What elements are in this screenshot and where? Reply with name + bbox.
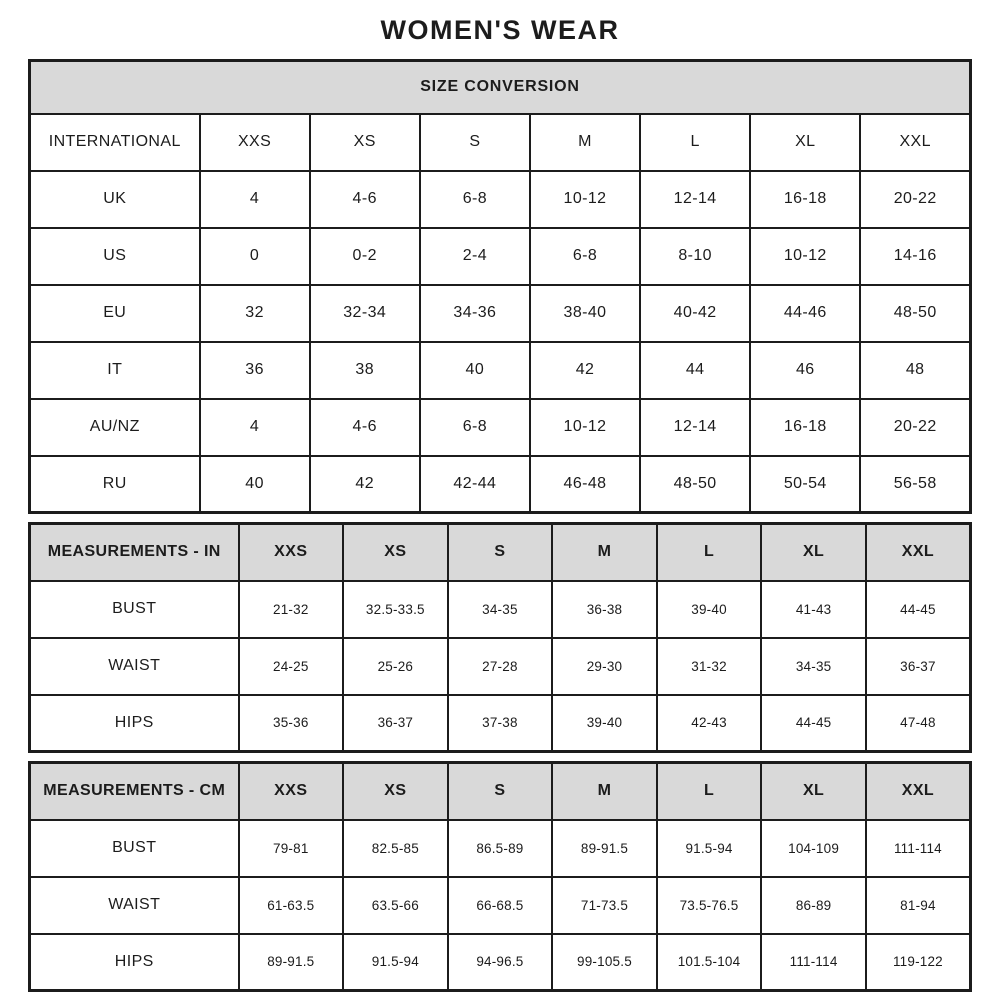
value-cell: 10-12: [530, 399, 640, 456]
table-title: MEASUREMENTS - CM: [30, 763, 239, 820]
size-column-header: XXS: [200, 114, 310, 171]
row-label: RU: [30, 456, 200, 513]
value-cell: 6-8: [420, 399, 530, 456]
value-cell: 111-114: [866, 820, 971, 877]
value-cell: 79-81: [239, 820, 344, 877]
row-label: WAIST: [30, 638, 239, 695]
size-column-header: L: [657, 763, 762, 820]
value-cell: 46: [750, 342, 860, 399]
table-title: MEASUREMENTS - IN: [30, 524, 239, 581]
size-column-header: XL: [761, 763, 866, 820]
value-cell: 32.5-33.5: [343, 581, 448, 638]
value-cell: 27-28: [448, 638, 553, 695]
table-row: [30, 934, 971, 991]
value-cell: 32: [200, 285, 310, 342]
column-header-row: [30, 114, 971, 171]
value-cell: 24-25: [239, 638, 344, 695]
value-cell: 12-14: [640, 399, 750, 456]
value-cell: 41-43: [761, 581, 866, 638]
value-cell: 2-4: [420, 228, 530, 285]
value-cell: 12-14: [640, 171, 750, 228]
value-cell: 86-89: [761, 877, 866, 934]
value-cell: 104-109: [761, 820, 866, 877]
value-cell: 94-96.5: [448, 934, 553, 991]
value-cell: 38-40: [530, 285, 640, 342]
table-title: SIZE CONVERSION: [30, 61, 971, 114]
value-cell: 0-2: [310, 228, 420, 285]
value-cell: 82.5-85: [343, 820, 448, 877]
table-row: [30, 820, 971, 877]
value-cell: 29-30: [552, 638, 657, 695]
size-conversion-body: [30, 61, 971, 513]
size-column-header: XS: [343, 524, 448, 581]
value-cell: 48: [860, 342, 970, 399]
value-cell: 119-122: [866, 934, 971, 991]
value-cell: 36: [200, 342, 310, 399]
value-cell: 39-40: [552, 695, 657, 752]
measurements-in-table: [28, 522, 972, 753]
value-cell: 40: [420, 342, 530, 399]
value-cell: 4: [200, 171, 310, 228]
value-cell: 42-44: [420, 456, 530, 513]
value-cell: 86.5-89: [448, 820, 553, 877]
row-label: EU: [30, 285, 200, 342]
row-label: AU/NZ: [30, 399, 200, 456]
value-cell: 50-54: [750, 456, 860, 513]
value-cell: 47-48: [866, 695, 971, 752]
size-column-header: XS: [310, 114, 420, 171]
size-column-header: XXL: [866, 763, 971, 820]
value-cell: 39-40: [657, 581, 762, 638]
value-cell: 34-35: [761, 638, 866, 695]
value-cell: 4-6: [310, 171, 420, 228]
value-cell: 71-73.5: [552, 877, 657, 934]
value-cell: 37-38: [448, 695, 553, 752]
value-cell: 42: [310, 456, 420, 513]
size-column-header: S: [420, 114, 530, 171]
column-header-row: [30, 763, 971, 820]
value-cell: 20-22: [860, 399, 970, 456]
table-title-row: [30, 61, 971, 114]
value-cell: 44-45: [866, 581, 971, 638]
row-label-header: INTERNATIONAL: [30, 114, 200, 171]
value-cell: 63.5-66: [343, 877, 448, 934]
value-cell: 48-50: [640, 456, 750, 513]
row-label: UK: [30, 171, 200, 228]
value-cell: 25-26: [343, 638, 448, 695]
value-cell: 32-34: [310, 285, 420, 342]
size-column-header: L: [640, 114, 750, 171]
value-cell: 73.5-76.5: [657, 877, 762, 934]
value-cell: 34-36: [420, 285, 530, 342]
measurements-cm-table: [28, 761, 972, 992]
row-label: WAIST: [30, 877, 239, 934]
value-cell: 6-8: [420, 171, 530, 228]
value-cell: 4: [200, 399, 310, 456]
row-label: BUST: [30, 581, 239, 638]
value-cell: 44: [640, 342, 750, 399]
table-row: [30, 877, 971, 934]
value-cell: 42-43: [657, 695, 762, 752]
table-row: [30, 638, 971, 695]
value-cell: 20-22: [860, 171, 970, 228]
value-cell: 34-35: [448, 581, 553, 638]
value-cell: 101.5-104: [657, 934, 762, 991]
column-header-row: [30, 524, 971, 581]
value-cell: 46-48: [530, 456, 640, 513]
value-cell: 89-91.5: [552, 820, 657, 877]
value-cell: 10-12: [750, 228, 860, 285]
value-cell: 99-105.5: [552, 934, 657, 991]
size-column-header: S: [448, 763, 553, 820]
size-column-header: XXS: [239, 763, 344, 820]
size-column-header: XS: [343, 763, 448, 820]
value-cell: 8-10: [640, 228, 750, 285]
value-cell: 4-6: [310, 399, 420, 456]
value-cell: 6-8: [530, 228, 640, 285]
value-cell: 44-45: [761, 695, 866, 752]
row-label: US: [30, 228, 200, 285]
value-cell: 31-32: [657, 638, 762, 695]
size-column-header: XXS: [239, 524, 344, 581]
value-cell: 91.5-94: [657, 820, 762, 877]
value-cell: 40-42: [640, 285, 750, 342]
value-cell: 66-68.5: [448, 877, 553, 934]
table-row: [30, 171, 971, 228]
value-cell: 81-94: [866, 877, 971, 934]
table-row: [30, 456, 971, 513]
size-column-header: L: [657, 524, 762, 581]
size-column-header: M: [530, 114, 640, 171]
value-cell: 36-38: [552, 581, 657, 638]
table-row: [30, 342, 971, 399]
value-cell: 44-46: [750, 285, 860, 342]
value-cell: 89-91.5: [239, 934, 344, 991]
size-column-header: M: [552, 524, 657, 581]
table-row: [30, 581, 971, 638]
size-column-header: XL: [750, 114, 860, 171]
table-row: [30, 695, 971, 752]
size-column-header: XXL: [866, 524, 971, 581]
value-cell: 38: [310, 342, 420, 399]
row-label: IT: [30, 342, 200, 399]
value-cell: 21-32: [239, 581, 344, 638]
size-column-header: S: [448, 524, 553, 581]
value-cell: 40: [200, 456, 310, 513]
measurements-cm-body: [30, 763, 971, 991]
table-row: [30, 399, 971, 456]
value-cell: 48-50: [860, 285, 970, 342]
value-cell: 42: [530, 342, 640, 399]
size-column-header: XXL: [860, 114, 970, 171]
size-column-header: M: [552, 763, 657, 820]
value-cell: 10-12: [530, 171, 640, 228]
size-column-header: XL: [761, 524, 866, 581]
value-cell: 35-36: [239, 695, 344, 752]
value-cell: 36-37: [343, 695, 448, 752]
value-cell: 36-37: [866, 638, 971, 695]
measurements-in-body: [30, 524, 971, 752]
row-label: BUST: [30, 820, 239, 877]
value-cell: 91.5-94: [343, 934, 448, 991]
value-cell: 14-16: [860, 228, 970, 285]
value-cell: 16-18: [750, 171, 860, 228]
row-label: HIPS: [30, 934, 239, 991]
size-conversion-table: [28, 59, 972, 514]
row-label: HIPS: [30, 695, 239, 752]
table-row: [30, 228, 971, 285]
page-title: WOMEN'S WEAR: [380, 15, 620, 45]
value-cell: 16-18: [750, 399, 860, 456]
value-cell: 61-63.5: [239, 877, 344, 934]
value-cell: 0: [200, 228, 310, 285]
table-row: [30, 285, 971, 342]
value-cell: 111-114: [761, 934, 866, 991]
value-cell: 56-58: [860, 456, 970, 513]
